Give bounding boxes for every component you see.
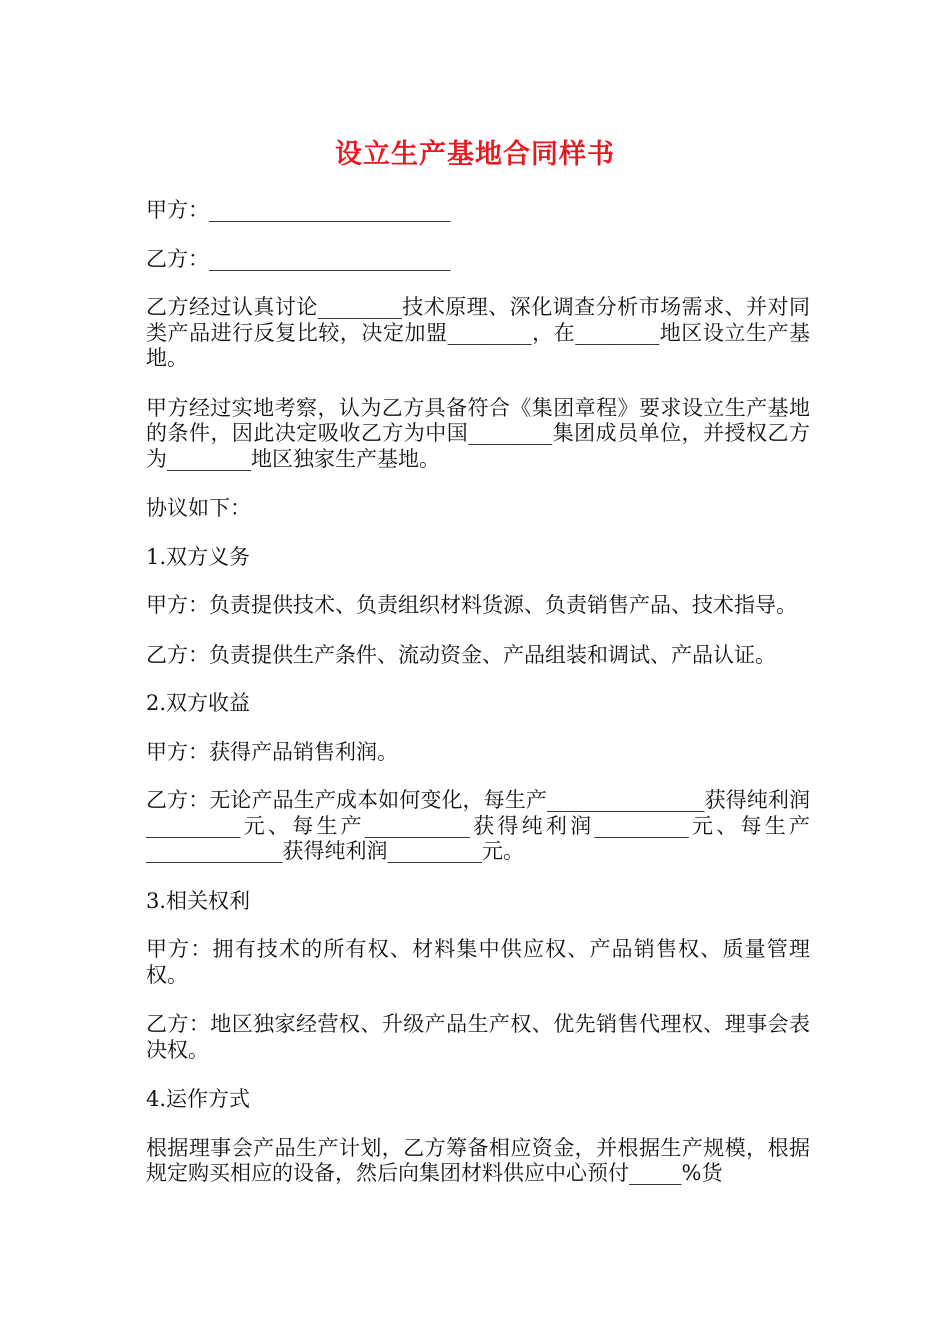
- paragraph: 乙方：无论产品生产成本如何变化，每生产_______________获得纯利润_________元、每生产__________获得纯利润_________元、每生产_____________获得纯利润_________元。: [146, 788, 810, 863]
- document-title: 设立生产基地合同样书: [335, 139, 615, 170]
- section-heading: 3.相关权利: [146, 888, 251, 913]
- paragraph: 甲方：获得产品销售利润。: [146, 739, 398, 764]
- section-heading: 2.双方收益: [146, 691, 251, 715]
- paragraph: 乙方：负责提供生产条件、流动资金、产品组装和调试、产品认证。: [146, 642, 776, 667]
- party-b-line: 乙方：_______________________: [146, 246, 451, 271]
- paragraph: 协议如下：: [146, 496, 251, 520]
- paragraph: 甲方：拥有技术的所有权、材料集中供应权、产品销售权、质量管理权。: [146, 937, 810, 987]
- paragraph: 乙方经过认真讨论________技术原理、深化调查分析市场需求、并对同类产品进行反复比较，决定加盟________，在________地区设立生产基地。: [146, 295, 810, 370]
- section-heading: 1.双方义务: [146, 544, 251, 569]
- document-body: [146, 198, 810, 1211]
- paragraph: 甲方：负责提供技术、负责组织材料货源、负责销售产品、技术指导。: [146, 593, 797, 617]
- section-heading: 4.运作方式: [146, 1087, 251, 1111]
- paragraph: 乙方：地区独家经营权、升级产品生产权、优先销售代理权、理事会表决权。: [146, 1012, 810, 1062]
- party-a-line: 甲方：_______________________: [146, 198, 451, 222]
- paragraph: 根据理事会产品生产计划，乙方筹备相应资金，并根据生产规模，根据规定购买相应的设备，然后向集团材料供应中心预付_____%货: [146, 1135, 810, 1185]
- paragraph: 甲方经过实地考察，认为乙方具备符合《集团章程》要求设立生产基地的条件，因此决定吸收乙方为中国________集团成员单位，并授权乙方为________地区独家生产基地。: [146, 395, 810, 471]
